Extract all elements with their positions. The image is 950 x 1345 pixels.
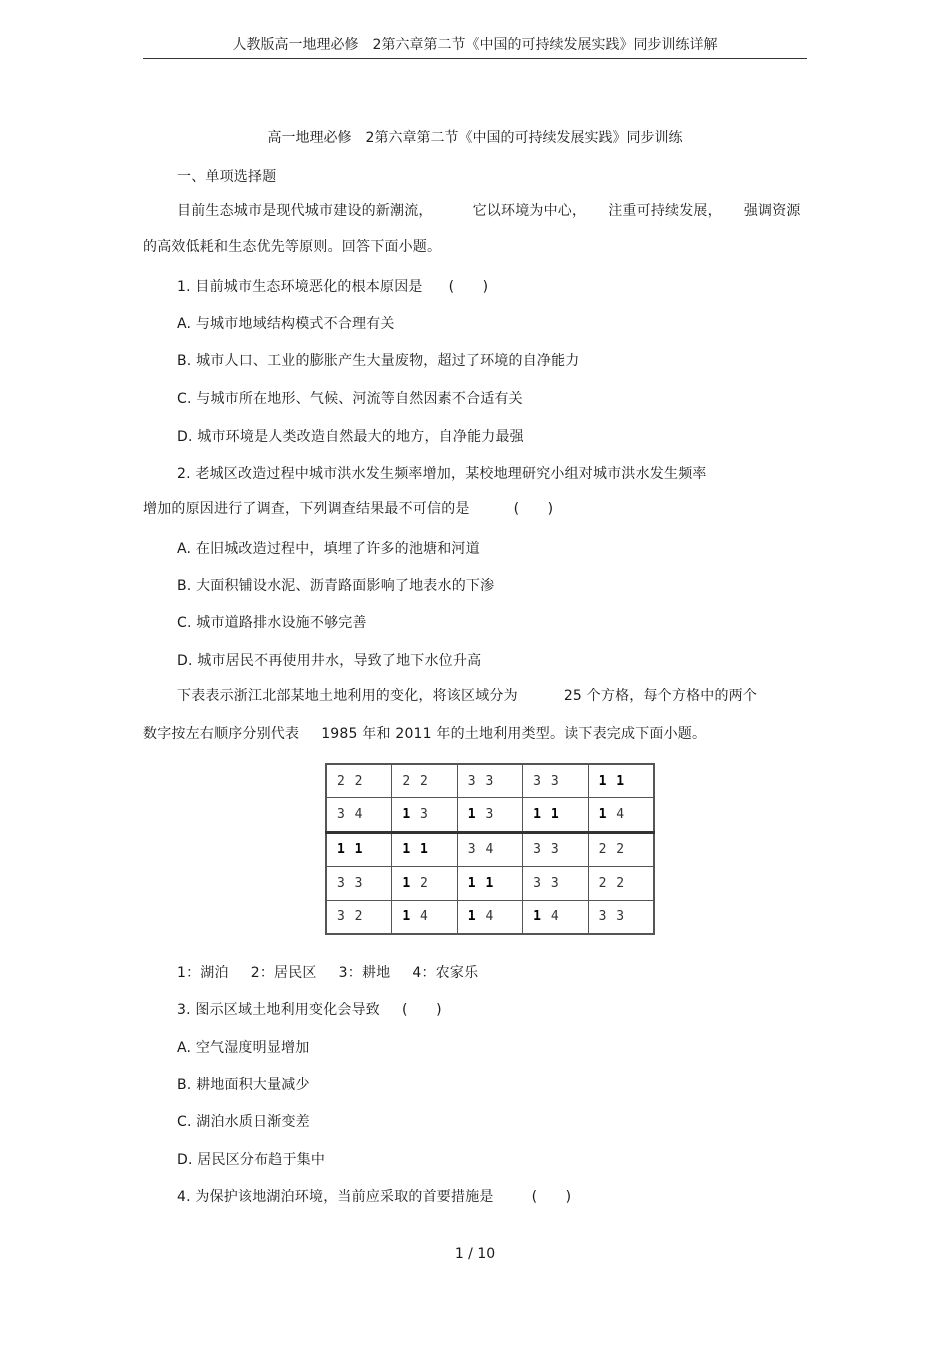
cell-value-1985: 1 xyxy=(402,909,412,925)
grid-cell xyxy=(457,798,522,832)
cell-value-2011: 3 xyxy=(354,875,364,891)
q2-stem-line1: 2. 老城区改造过程中城市洪水发生频率增加，某校地理研究小组对城市洪水发生频率 xyxy=(177,466,707,482)
grid-cell xyxy=(457,832,522,866)
cell-value-2011: 1 xyxy=(420,842,429,858)
q3-option-c: C. 湖泊水质日渐变差 xyxy=(177,1114,310,1130)
cell-value-2011: 3 xyxy=(550,842,560,858)
intro1-part1: 目前生态城市是现代城市建设的新潮流， xyxy=(177,203,433,219)
cell-value-1985: 1 xyxy=(598,773,608,789)
cell-value-1985: 3 xyxy=(533,875,542,891)
intro1-part4: 强调资源 xyxy=(743,203,801,219)
intro2-line1 xyxy=(177,685,757,705)
cell-value-2011: 2 xyxy=(616,875,626,891)
cell-value-2011: 4 xyxy=(550,909,560,925)
cell-value-1985: 1 xyxy=(467,909,477,925)
cell-value-2011: 4 xyxy=(420,909,429,925)
grid-cell xyxy=(326,764,392,798)
cell-value-2011: 3 xyxy=(485,807,495,823)
intro1-part3: 注重可持续发展， xyxy=(608,203,722,219)
grid-cell xyxy=(392,900,457,934)
cell-value-1985: 1 xyxy=(598,807,608,823)
cell-value-2011: 4 xyxy=(354,807,364,823)
q1-option-d: D. 城市环境是人类改造自然最大的地方，自净能力最强 xyxy=(177,429,524,445)
document-title: 高一地理必修 2第六章第二节《中国的可持续发展实践》同步训练 xyxy=(267,130,683,146)
cell-value-2011: 2 xyxy=(420,875,429,891)
intro2-part3: 数字按左右顺序分别代表 xyxy=(143,726,300,742)
q4-paren: ( ) xyxy=(531,1189,572,1205)
page-header: 人教版高一地理必修 2第六章第二节《中国的可持续发展实践》同步训练详解 xyxy=(232,37,718,53)
cell-value-2011: 2 xyxy=(354,909,364,925)
q2-option-b: B. 大面积铺设水泥、沥青路面影响了地表水的下渗 xyxy=(177,578,495,594)
land-use-grid xyxy=(325,763,655,935)
cell-value-1985: 2 xyxy=(402,773,412,789)
q1-paren: ( ) xyxy=(448,279,489,295)
q2-option-c: C. 城市道路排水设施不够完善 xyxy=(177,615,367,631)
grid-cell xyxy=(392,764,457,798)
cell-value-1985: 1 xyxy=(533,909,542,925)
cell-value-1985: 3 xyxy=(533,842,542,858)
cell-value-1985: 1 xyxy=(467,807,477,823)
cell-value-1985: 2 xyxy=(598,842,608,858)
q1-stem-line xyxy=(177,276,488,296)
grid-cell xyxy=(392,798,457,832)
q4-stem-line xyxy=(177,1186,571,1206)
q1-option-a: A. 与城市地域结构模式不合理有关 xyxy=(177,316,395,332)
q2-stem-line2 xyxy=(143,498,553,518)
intro1-line1 xyxy=(177,200,801,220)
cell-value-2011: 3 xyxy=(616,909,626,925)
cell-value-1985: 3 xyxy=(337,909,346,925)
grid-cell xyxy=(326,867,392,900)
section-heading: 一、单项选择题 xyxy=(177,169,277,185)
grid-row xyxy=(326,900,654,934)
cell-value-1985: 1 xyxy=(337,842,346,858)
q3-option-b: B. 耕地面积大量减少 xyxy=(177,1077,310,1093)
cell-value-2011: 1 xyxy=(485,875,495,891)
cell-value-1985: 1 xyxy=(467,875,477,891)
cell-value-2011: 2 xyxy=(420,773,429,789)
cell-value-2011: 3 xyxy=(550,875,560,891)
q2-option-a: A. 在旧城改造过程中，填埋了许多的池塘和河道 xyxy=(177,541,480,557)
grid-cell xyxy=(588,798,654,832)
cell-value-2011: 4 xyxy=(485,842,495,858)
grid-cell xyxy=(523,764,588,798)
header-rule xyxy=(143,58,807,59)
cell-value-2011: 3 xyxy=(420,807,429,823)
grid-cell xyxy=(588,832,654,866)
grid-cell xyxy=(523,900,588,934)
grid-row xyxy=(326,832,654,866)
intro2-part2: 25 个方格，每个方格中的两个 xyxy=(563,688,758,704)
q1-option-b: B. 城市人口、工业的膨胀产生大量废物，超过了环境的自净能力 xyxy=(177,353,580,369)
grid-cell xyxy=(392,867,457,900)
legend-item-farmland: 3：耕地 xyxy=(338,965,391,981)
cell-value-2011: 4 xyxy=(485,909,495,925)
cell-value-2011: 4 xyxy=(616,807,626,823)
cell-value-1985: 3 xyxy=(467,773,477,789)
intro2-line2 xyxy=(143,723,706,743)
grid-cell xyxy=(523,798,588,832)
q4-stem: 4. 为保护该地湖泊环境，当前应采取的首要措施是 xyxy=(177,1189,494,1205)
grid-cell xyxy=(588,764,654,798)
grid-cell xyxy=(326,798,392,832)
legend-item-residential: 2：居民区 xyxy=(250,965,317,981)
cell-value-1985: 3 xyxy=(337,875,346,891)
legend-item-lake: 1：湖泊 xyxy=(177,965,229,981)
grid-row xyxy=(326,798,654,832)
q2-option-d: D. 城市居民不再使用井水，导致了地下水位升高 xyxy=(177,653,482,669)
q3-stem: 3. 图示区域土地利用变化会导致 xyxy=(177,1002,381,1018)
cell-value-1985: 1 xyxy=(402,875,412,891)
intro2-part1: 下表表示浙江北部某地土地利用的变化，将该区域分为 xyxy=(177,688,518,704)
cell-value-1985: 3 xyxy=(533,773,542,789)
grid-cell xyxy=(326,832,392,866)
q3-stem-line xyxy=(177,999,442,1019)
q2-stem2: 增加的原因进行了调查，下列调查结果最不可信的是 xyxy=(143,501,470,517)
grid-cell xyxy=(326,900,392,934)
grid-row xyxy=(326,867,654,900)
page-number: 1 / 10 xyxy=(454,1246,496,1262)
grid-cell xyxy=(523,867,588,900)
cell-value-1985: 1 xyxy=(402,842,412,858)
intro1-part2: 它以环境为中心， xyxy=(472,203,587,219)
cell-value-1985: 3 xyxy=(467,842,477,858)
q1-option-c: C. 与城市所在地形、气候、河流等自然因素不合适有关 xyxy=(177,391,523,407)
grid-cell xyxy=(392,832,457,866)
q1-stem: 1. 目前城市生态环境恶化的根本原因是 xyxy=(177,279,423,295)
cell-value-2011: 1 xyxy=(550,807,560,823)
grid-cell xyxy=(457,764,522,798)
grid-row xyxy=(326,764,654,798)
cell-value-1985: 2 xyxy=(598,875,608,891)
grid-legend xyxy=(177,962,478,982)
cell-value-1985: 2 xyxy=(337,773,346,789)
grid-cell xyxy=(457,900,522,934)
grid-cell xyxy=(588,900,654,934)
cell-value-2011: 2 xyxy=(354,773,364,789)
grid-cell xyxy=(588,867,654,900)
q3-paren: ( ) xyxy=(402,1002,442,1018)
intro2-part4: 1985 年和 2011 年的土地利用类型。读下表完成下面小题。 xyxy=(321,726,707,742)
q3-option-d: D. 居民区分布趋于集中 xyxy=(177,1152,326,1168)
cell-value-2011: 3 xyxy=(485,773,495,789)
cell-value-2011: 2 xyxy=(616,842,626,858)
grid-cell xyxy=(523,832,588,866)
cell-value-1985: 1 xyxy=(402,807,412,823)
cell-value-2011: 1 xyxy=(354,842,364,858)
q3-option-a: A. 空气湿度明显增加 xyxy=(177,1040,310,1056)
cell-value-2011: 1 xyxy=(616,773,626,789)
cell-value-2011: 3 xyxy=(550,773,560,789)
grid-cell xyxy=(457,867,522,900)
q2-paren: ( ) xyxy=(513,501,554,517)
cell-value-1985: 1 xyxy=(533,807,542,823)
cell-value-1985: 3 xyxy=(598,909,608,925)
intro1-line2: 的高效低耗和生态优先等原则。回答下面小题。 xyxy=(143,239,442,255)
cell-value-1985: 3 xyxy=(337,807,346,823)
legend-item-farmhouse: 4：农家乐 xyxy=(412,965,479,981)
